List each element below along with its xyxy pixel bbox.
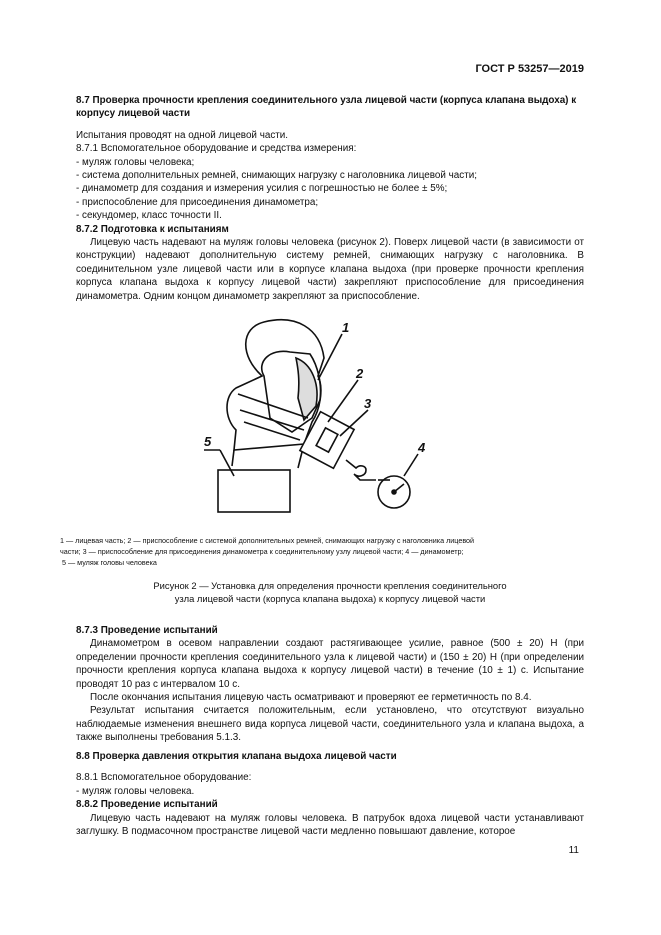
section-8-8-1-title: 8.8.1 Вспомогательное оборудование: — [76, 772, 252, 784]
equipment-item: - динамометр для создания и измерения усилия с погрешностью не более ± 5%; — [76, 183, 448, 195]
callout-leader-4 — [404, 454, 418, 476]
equipment-item: - секундомер, класс точности II. — [76, 210, 222, 222]
callout-5: 5 — [204, 434, 212, 449]
standard-number: ГОСТ Р 53257—2019 — [475, 63, 584, 75]
figure-2-diagram — [200, 318, 460, 528]
callout-1: 1 — [342, 320, 350, 335]
section-8-8-2-title: 8.8.2 Проведение испытаний — [76, 799, 218, 811]
section-8-7 — [76, 94, 584, 303]
figure-caption — [76, 579, 584, 605]
equipment-title: 8.7.1 Вспомогательное оборудование и средства измерения: — [76, 143, 357, 155]
equipment-item: - муляж головы человека; — [76, 156, 195, 168]
callout-2: 2 — [356, 366, 364, 381]
callout-leader-1 — [318, 334, 342, 380]
callout-leader-3 — [340, 410, 368, 436]
legend-line: части; 3 — приспособление для присоединения динамометра к соединительному узлу лицевой части; 4 — динамометр; — [60, 547, 464, 556]
equipment-item: - муляж головы человека. — [76, 785, 195, 797]
callout-leader-2 — [328, 380, 358, 422]
section-8-7-intro: Испытания проводят на одной лицевой части. — [76, 129, 289, 141]
caption-line: Рисунок 2 — Установка для определения прочности крепления соединительного — [153, 580, 507, 591]
section-8-7-title: 8.7 Проверка прочности крепления соединительного узла лицевой части (корпуса клапана выдоха) к корпусу лицевой части — [76, 95, 577, 120]
callout-3: 3 — [364, 396, 372, 411]
legend-line: 5 — муляж головы человека — [62, 558, 157, 567]
result-criteria-text: Результат испытания считается положительным, если установлено, что отсутствуют визуально наблюдаемые изменения внешнего вида корпуса лицевой части, соединительного узла и клапана выдоха, а также выполнены требования 5.1.3. — [76, 705, 584, 744]
page-number: 11 — [568, 845, 579, 856]
section-8-7-3-title: 8.7.3 Проведение испытаний — [76, 625, 218, 636]
section-8-8-2-text: Лицевую часть надевают на муляж головы человека. В патрубок вдоха лицевой части устанавливают заглушку. В подмасочном пространстве лицевой части медленно повышают давление, которое — [76, 812, 584, 838]
equipment-item: - система дополнительных ремней, снимающих нагрузку с наголовника лицевой части; — [76, 170, 478, 182]
hook-chain — [346, 460, 376, 480]
legend-line: 1 — лицевая часть; 2 — приспособление с системой дополнительных ремней, снимающих нагрузку с наголовника лицевой — [60, 536, 475, 545]
equipment-item: - приспособление для присоединения динамометра; — [76, 196, 319, 208]
preparation-text: Лицевую часть надевают на муляж головы человека (рисунок 2). Поверх лицевой части (в зависимости от конструкции) надевают дополнительную систему ремней, снимающих нагрузку с наголовника. В соединительном узле лицевой части или в корпусе клапана выдоха (при проверке прочности крепления корпуса клапана выдоха к корпусу лицевой части) закрепляют приспособление для присоединения динамометра. Одним концом динамометр закрепляют за приспособление. — [76, 237, 584, 302]
callout-4: 4 — [418, 440, 426, 455]
section-8-8 — [76, 750, 584, 838]
caption-line: узла лицевой части (корпуса клапана выдоха) к корпусу лицевой части — [174, 593, 486, 604]
figure-legend — [60, 535, 600, 568]
inspection-text: После окончания испытания лицевую часть осматривают и проверяют ее герметичность по 8.4. — [90, 692, 532, 704]
preparation-title: 8.7.2 Подготовка к испытаниям — [76, 223, 229, 235]
head-dummy-base — [218, 470, 290, 512]
test-procedure-text: Динамометром в осевом направлении создают растягивающее усилие, равное (500 ± 20) Н (при определении прочности крепления соединительного узла к лицевой части) и (150 ± 20) Н (при определении прочности крепления корпуса клапана выдоха к корпусу лицевой части) в течение (10 ± 1) с. Испытание проводят 10 раз с интервалом 10 с. — [76, 638, 584, 690]
section-8-7-3 — [76, 624, 584, 745]
face-mask-lens — [296, 358, 317, 420]
section-8-8-title: 8.8 Проверка давления открытия клапана выдоха лицевой части — [76, 751, 397, 762]
